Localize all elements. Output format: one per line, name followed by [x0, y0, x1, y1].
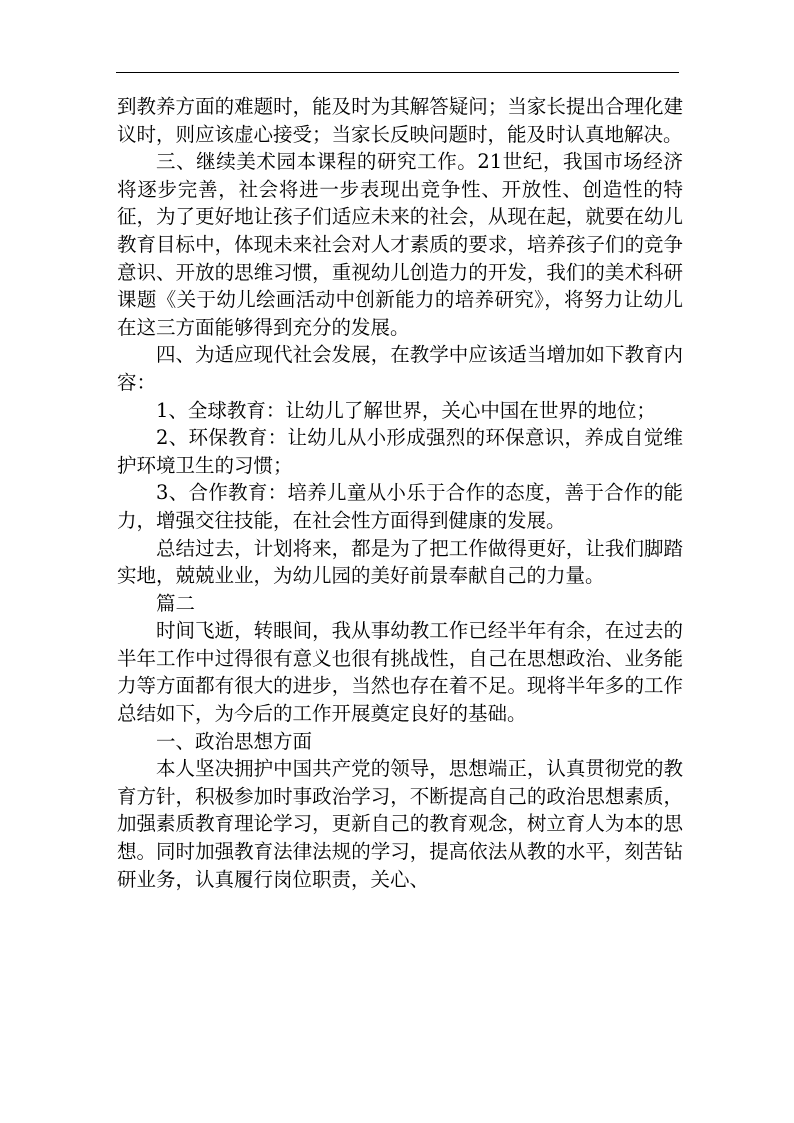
- paragraph-art-curriculum: 三、继续美术园本课程的研究工作。21世纪，我国市场经济将逐步完善，社会将进一步表现出竞争性、开放性、创造性的特征，为了更好地让孩子们适应未来的社会，从现在起，就要在幼儿教育目标中，体现未来社会对人才素质的要求，培养孩子们的竞争意识、开放的思维习惯，重视幼儿创造力的开发，我们的美术科研课题《关于幼儿绘画活动中创新能力的培养研究》，将努力让幼儿在这三方面能够得到充分的发展。: [117, 150, 683, 339]
- list-item-global-education: 1、全球教育：让幼儿了解世界，关心中国在世界的地位；: [156, 398, 656, 422]
- paragraph-education-content: 四、为适应现代社会发展，在教学中应该适当增加如下教育内容：: [117, 343, 683, 394]
- paragraph-political: 本人坚决拥护中国共产党的领导，思想端正，认真贯彻党的教育方针，积极参加时事政治学习，不断提高自己的政治思想素质，加强素质教育理论学习，更新自己的教育观念，树立育人为本的思想。同时加强教育法律法规的学习，提高依法从教的水平，刻苦钻研业务，认真履行岗位职责，关心、: [117, 757, 683, 891]
- list-item-cooperation-education: 3、合作教育：培养儿童从小乐于合作的态度，善于合作的能力，增强交往技能，在社会性方面得到健康的发展。: [117, 481, 683, 532]
- paragraph-part-two-intro: 时间飞逝，转眼间，我从事幼教工作已经半年有余，在过去的半年工作中过得很有意义也很有挑战性，自己在思想政治、业务能力等方面都有很大的进步，当然也存在着不足。现将半年多的工作总结如下，为今后的工作开展奠定良好的基础。: [117, 619, 683, 726]
- body-text: [117, 93, 683, 893]
- paragraph-continuation: 到教养方面的难题时，能及时为其解答疑问；当家长提出合理化建议时，则应该虚心接受；当家长反映问题时，能及时认真地解决。: [117, 95, 683, 146]
- section-heading-part-two: 篇二: [156, 591, 196, 615]
- header-rule: [116, 72, 679, 73]
- paragraph-summary: 总结过去，计划将来，都是为了把工作做得更好，让我们脚踏实地，兢兢业业，为幼儿园的美好前景奉献自己的力量。: [117, 536, 683, 588]
- list-item-environmental-education: 2、环保教育：让幼儿从小形成强烈的环保意识，养成自觉维护环境卫生的习惯；: [117, 426, 683, 477]
- section-heading-political: 一、政治思想方面: [156, 729, 313, 753]
